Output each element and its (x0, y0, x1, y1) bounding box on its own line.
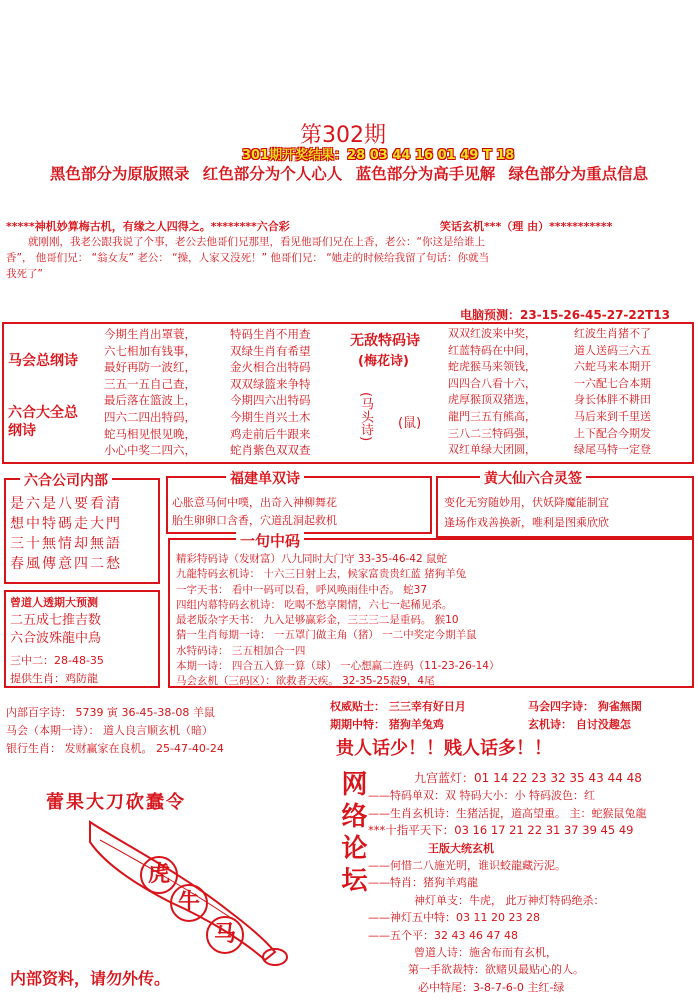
poem-line: 鸡走前后牛跟来 (230, 426, 311, 441)
center-poem-left: (马头诗) (358, 392, 373, 442)
tips-tianji: 玄机诗： 自讨没趣怎 (528, 718, 631, 731)
huang-title: 黄大仙六合灵签 (480, 468, 586, 488)
forum-side: 网络论坛 (337, 770, 367, 898)
daoren-sanzhonger: 三中二：28-48-35 (10, 654, 104, 667)
poem-line: 一六配七合本期 (574, 376, 651, 390)
neibu-baizi: 内部百字诗： 5739 寅 36-45-38-08 羊鼠 (6, 706, 215, 719)
poem-line: 身长体胖不耕田 (574, 393, 651, 407)
poem-line: 三八二三特码强， (448, 426, 536, 440)
legend-blue: 蓝色部分为高手见解 (355, 165, 496, 183)
forum-rows (368, 770, 647, 996)
forum-row: ——特肖：猪狗羊鸡龍 (368, 876, 478, 890)
yiju-row: 最老版杂字天书： 九入足够赢彩金，三三三二是重码。 猴10 (176, 614, 459, 627)
daoren-line: 六合波殊龍中鳥 (10, 631, 102, 646)
tips-slogan: 贵人话少！！贱人话多！！ (336, 738, 552, 759)
issue-title: 第302期 (300, 123, 386, 148)
poem-line: 最后落在篮波上， (104, 393, 196, 408)
poem-line: 特码生肖不用查 (230, 327, 311, 341)
center-poem-title: 无敌特码诗 (350, 333, 420, 349)
center-poem-sub: (梅花诗) (358, 354, 409, 369)
blade-char-3: 马 (206, 916, 244, 954)
yiju-row: 本期一诗： 四合五入算一算（球） 一心想赢二连码（11-23-26-14） (176, 660, 500, 673)
forum-row: ——特码单双：双 特码大小：小 特码波色：红 (368, 789, 595, 803)
poem-line: 龍門三五有熊高， (448, 409, 536, 423)
poem-line: 双双绿篮来争特 (230, 376, 311, 391)
poem-line: 四六二四出特码， (104, 409, 196, 424)
tips-four: 马会四字诗： 狗雀無閑 (528, 700, 642, 713)
poem-line: 四四合八看十六， (448, 376, 536, 390)
yiju-row: 一字天书： 看中一码可以看，呼风唤雨佳中否。 蛇37 (176, 583, 428, 596)
yiju-row: 九龍特码玄机诗： 十六三日射上去，候家富贵贵红蓝 猪狗羊兔 (176, 568, 467, 581)
legend-red: 红色部分为个人心人 (202, 165, 343, 183)
blade-char-1: 虎 (140, 856, 178, 894)
blade-title: 蕾果大刀砍蠢令 (46, 792, 186, 813)
daoren-line: 二五成七推吉数 (10, 613, 102, 628)
poem-line: 三五一五自己查， (104, 376, 196, 391)
poem-line: 红蓝特码在中间， (448, 343, 536, 357)
company-line: 春風傳意四二愁 (10, 556, 122, 572)
poem-line: 六七相加有钱事， (104, 343, 196, 358)
poem-line: 蛇肖紫色双双查 (230, 443, 311, 458)
tips-tiezi: 权威贴士： 三三幸有好日月 (330, 700, 466, 713)
intro-line-1: 就刚刚，我老公跟我说了个事，老公去他哥们兄那里，看见他哥们兄在上香，老公：“你这是给谁上 (28, 236, 485, 248)
yiju-title: 一句中码 (236, 530, 304, 551)
poem-line: 今期生肖出罩蓑， (104, 327, 196, 341)
forum-row: 第一手欲裁特：欲赌贝最贴心的人。 (408, 963, 584, 977)
poem-line: 道人送码三六五 (574, 343, 651, 357)
forum-row: ——五个平：32 43 46 47 48 (368, 928, 518, 942)
forum-row: 曾道人诗：施舍布而有玄机， (414, 946, 557, 960)
poem-line: 双双红波来中奖， (448, 327, 536, 340)
yiju-row: 马会玄机（三码区）：欲救者天疾。 32-35-25殺9，4尾 (176, 675, 435, 688)
forum-row: 神灯单支：牛虎， 此万神灯特码绝杀： (414, 893, 605, 907)
company-line: 想中特碼走大門 (10, 516, 122, 532)
daoren-provider: 提供生肖：鸡防龍 (10, 672, 98, 685)
forum-row: ——何惜二八施光明，谁识蛟龍藏污泥。 (368, 859, 566, 873)
company-line: 是六是八要看清 (10, 496, 122, 512)
fujian-title: 福建单双诗 (226, 468, 304, 488)
poem-label-1: 马会总纲诗 (8, 353, 78, 369)
fujian-line-2: 胎生卵卵口含香，穴道乱洞起救机 (172, 514, 337, 527)
yiju-row: 猜一生肖每期一诗： 一五罩门做主角（猪） 一二中奖定今期羊鼠 (176, 629, 477, 642)
forum-row: 必中特尾：3-8-7-6-0 主红-绿 (418, 980, 565, 994)
poem-line: 小心中奖二四六， (104, 443, 196, 458)
forum-row: ——生肖玄机诗：生猪活捉，道高望重。 主：蛇猴鼠兔龍 (368, 806, 647, 820)
intro-heading-left: *****神机妙算梅古机，有缘之人四得之。********六合彩 (6, 220, 290, 233)
poem-line: 蛇虎猴马来领钱， (448, 360, 536, 374)
poem-line: 双绿生肖有希望 (230, 343, 311, 358)
poem-line: 六蛇马来本期开 (574, 360, 651, 374)
poem-line: 金火相合出特码 (230, 360, 311, 375)
center-poem-right: (鼠) (398, 416, 422, 431)
company-line: 三十無情却無語 (10, 536, 122, 552)
neibu-yinhang: 银行生肖： 发财赢家在良机。 25-47-40-24 (6, 742, 224, 755)
poem-col-4 (574, 326, 651, 459)
poem-line: 红波生肖猪不了 (574, 327, 651, 340)
poem-line: 虎厚猴顶双猪选， (448, 393, 536, 407)
poem-line: 最好再防一波红， (104, 360, 196, 375)
huang-line-1: 变化无穷随妙用，伏妖降魔能制宜 (444, 496, 609, 509)
fujian-line-1: 心胀意马何中噗，出奇入神柳舞花 (172, 496, 337, 509)
poem-line: 绿尾马特一定登 (574, 443, 651, 457)
poem-line: 双红单绿大团圆， (448, 443, 536, 457)
poem-col-2 (230, 326, 311, 459)
forum-row: ——神灯五中特：03 11 20 23 28 (368, 911, 540, 925)
company-lines (10, 494, 122, 574)
computer-prediction: 电脑预测：23-15-26-45-27-22T13 (460, 308, 670, 322)
intro-heading-right: 笑话玄机***（理 由）*********** (440, 220, 613, 233)
intro-line-2: 香”， 他哥们兄： “翁女友” 老公： “操，人家又没死！” 他哥们兄： “她走的时候给我留了句话：你就当 (6, 252, 490, 264)
huang-line-2: 逢场作戏善换新，唯利是图乘欣欣 (444, 516, 609, 529)
poem-line: 马后来到千里送 (574, 409, 651, 423)
daoren-title: 曾道人透期大预测 (10, 596, 98, 609)
draw-result: 301期开奖结果：28 03 44 16 01 49 T 18 (242, 148, 515, 163)
forum-row: ***十指平天下：03 16 17 21 22 31 37 39 45 49 (368, 823, 634, 838)
forum-row: 九宫蓝灯：01 14 22 23 32 35 43 44 48 (414, 771, 642, 785)
blade-char-2: 牛 (170, 884, 208, 922)
company-title: 六合公司内部 (20, 470, 112, 490)
forum-row: 王版大统玄机 (428, 841, 494, 855)
yiju-row: 水特码诗： 三五相加合一四 (176, 644, 306, 657)
legend-black: 黑色部分为原版照录 (49, 165, 190, 183)
poem-line: 今期生肖兴土木 (230, 409, 311, 424)
legend-green: 绿色部分为重点信息 (508, 165, 649, 183)
poem-line: 今期四六出特码 (230, 393, 311, 408)
poem-line: 蛇马相见恨见晚， (104, 426, 196, 441)
daoren-lines (10, 612, 101, 648)
blade-footer: 内部资料，请勿外传。 (10, 969, 171, 988)
intro-line-3: 我死了” (6, 268, 43, 280)
neibu-juju: 马会（本期一诗）： 道人良言顺玄机（暗） (6, 724, 213, 737)
yiju-row: 四组内幕特码玄机诗： 吃喝不愁享閑情，六七一起稀见杀。 (176, 598, 453, 611)
tips-zhong: 期期中特： 猪狗羊兔鸡 (330, 718, 444, 731)
poem-label-2: 六合大全总纲诗 (8, 405, 78, 439)
yiju-rows (176, 552, 499, 690)
poem-col-1 (104, 326, 196, 459)
poem-col-3 (448, 326, 536, 459)
yiju-row: 精彩特码诗（发财富）八九同时大门守 33-35-46-42 鼠蛇 (176, 553, 447, 565)
color-legend (0, 162, 698, 184)
poem-line: 上下配合今期发 (574, 426, 651, 440)
